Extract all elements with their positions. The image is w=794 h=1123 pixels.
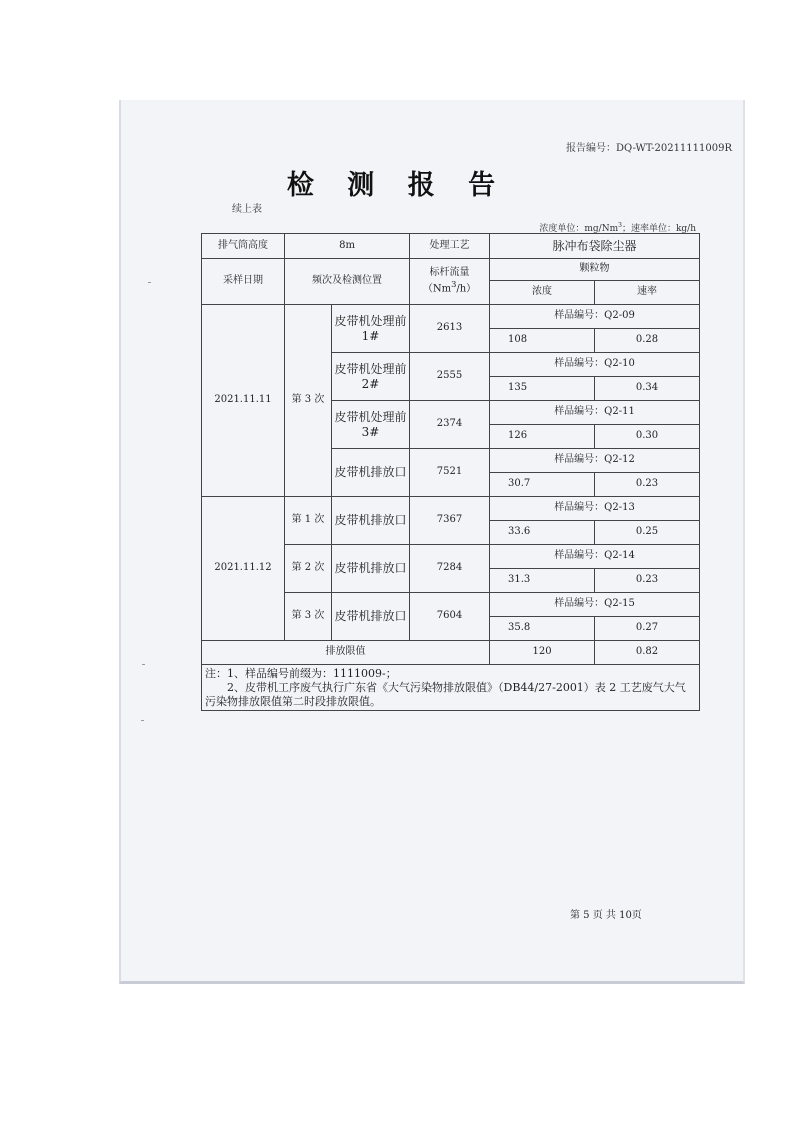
rate-value: 0.23 <box>595 569 700 593</box>
rate-value: 0.27 <box>595 617 700 641</box>
sample-id: 样品编号：Q2-13 <box>490 497 700 521</box>
flow-cell: 7284 <box>410 545 490 593</box>
flow-cell: 7367 <box>410 497 490 545</box>
notes <box>202 665 700 711</box>
position-header: 频次及检测位置 <box>285 259 410 305</box>
stack-height-label: 排气筒高度 <box>202 234 285 259</box>
report-number: 报告编号：DQ-WT-20211111009R <box>566 143 732 154</box>
location-cell: 皮带机处理前 2# <box>332 353 410 401</box>
process-label: 处理工艺 <box>410 234 490 259</box>
note-line-2: 2、皮带机工序废气执行广东省《大气污染物排放限值》（DB44/27-2001）表 2 工艺废气大气污染物排放限值第二时段排放限值。 <box>205 680 686 708</box>
date-cell: 2021.11.12 <box>202 497 285 641</box>
results-table <box>201 233 700 711</box>
freq-cell: 第 3 次 <box>285 593 332 641</box>
location-cell: 皮带机排放口 <box>332 593 410 641</box>
sample-id: 样品编号：Q2-09 <box>490 305 700 329</box>
freq-cell: 第 3 次 <box>285 305 332 497</box>
flow-header: 标杆流量 （Nm$^3$/h） <box>410 259 490 305</box>
flow-cell: 7604 <box>410 593 490 641</box>
rate-value: 0.23 <box>595 473 700 497</box>
sample-id: 样品编号：Q2-10 <box>490 353 700 377</box>
limit-rate: 0.82 <box>595 641 700 665</box>
page-title: 检 测 报 告 <box>286 170 508 201</box>
sample-id: 样品编号：Q2-11 <box>490 401 700 425</box>
location-cell: 皮带机处理前 3# <box>332 401 410 449</box>
sample-id: 样品编号：Q2-14 <box>490 545 700 569</box>
freq-cell: 第 2 次 <box>285 545 332 593</box>
sample-id: 样品编号：Q2-15 <box>490 593 700 617</box>
page-number: 第 5 页 共 10页 <box>570 910 642 921</box>
scan-speck <box>141 720 144 721</box>
freq-cell: 第 1 次 <box>285 497 332 545</box>
location-cell: 皮带机排放口 <box>332 497 410 545</box>
note-line-1: 注：1、样品编号前缀为：1111009-； <box>205 667 397 680</box>
process-value: 脉冲布袋除尘器 <box>490 234 700 259</box>
flow-cell: 2555 <box>410 353 490 401</box>
location-cell: 皮带机排放口 <box>332 449 410 497</box>
rate-value: 0.28 <box>595 329 700 353</box>
conc-value: 126 <box>490 425 595 449</box>
location-cell: 皮带机处理前 1# <box>332 305 410 353</box>
limit-label: 排放限值 <box>202 641 490 665</box>
date-cell: 2021.11.11 <box>202 305 285 497</box>
conc-value: 35.8 <box>490 617 595 641</box>
flow-cell: 2374 <box>410 401 490 449</box>
conc-value: 135 <box>490 377 595 401</box>
rate-value: 0.25 <box>595 521 700 545</box>
conc-value: 31.3 <box>490 569 595 593</box>
rate-header: 速率 <box>595 281 700 305</box>
date-header: 采样日期 <box>202 259 285 305</box>
continuation-label: 续上表 <box>232 204 262 215</box>
conc-value: 108 <box>490 329 595 353</box>
location-cell: 皮带机排放口 <box>332 545 410 593</box>
scan-speck <box>142 664 145 665</box>
stack-height-value: 8m <box>285 234 410 259</box>
conc-header: 浓度 <box>490 281 595 305</box>
rate-value: 0.34 <box>595 377 700 401</box>
rate-value: 0.30 <box>595 425 700 449</box>
conc-value: 33.6 <box>490 521 595 545</box>
pollutant-header: 颗粒物 <box>490 259 700 281</box>
conc-value: 30.7 <box>490 473 595 497</box>
flow-cell: 2613 <box>410 305 490 353</box>
units-note: 浓度单位：mg/Nm$^3$；速率单位：kg/h <box>539 222 696 234</box>
scan-speck <box>148 282 151 283</box>
limit-conc: 120 <box>490 641 595 665</box>
sample-id: 样品编号：Q2-12 <box>490 449 700 473</box>
flow-cell: 7521 <box>410 449 490 497</box>
